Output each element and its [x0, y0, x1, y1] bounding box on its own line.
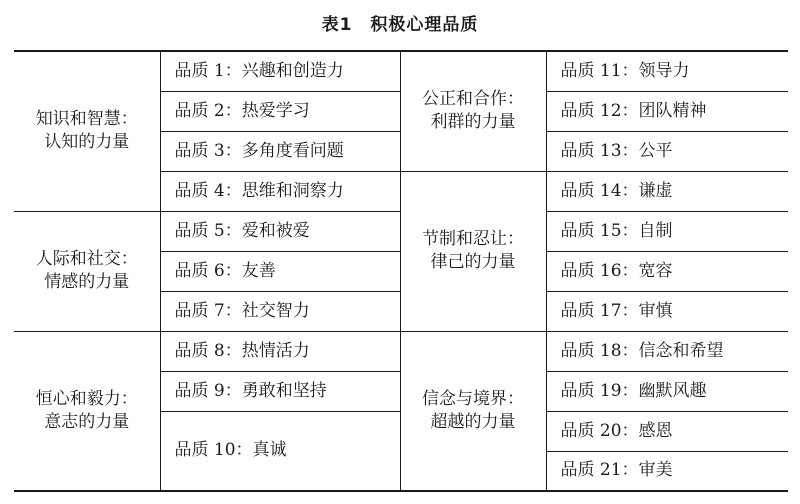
quality-cell: 品质 2：热爱学习	[160, 91, 400, 131]
quality-cell: 品质 11：领导力	[546, 51, 788, 91]
category-title: 知识和智慧：	[35, 109, 138, 130]
category-title: 公正和合作：	[422, 89, 524, 110]
quality-cell: 品质 19：幽默风趣	[546, 371, 788, 411]
quality-cell: 品质 14：谦虚	[546, 171, 788, 211]
category-title: 恒心和毅力：	[35, 388, 138, 409]
quality-cell: 品质 4：思维和洞察力	[160, 171, 400, 211]
quality-cell: 品质 7：社交智力	[160, 291, 400, 331]
table-row	[14, 51, 788, 91]
quality-cell: 品质 5：爱和被爱	[160, 211, 400, 251]
category-justice	[400, 51, 546, 171]
category-title: 信念与境界：	[422, 388, 524, 409]
quality-cell: 品质 6：友善	[160, 251, 400, 291]
category-transcendence	[400, 331, 546, 491]
quality-cell: 品质 20：感恩	[546, 411, 788, 451]
category-temperance	[400, 171, 546, 331]
quality-cell: 品质 1：兴趣和创造力	[160, 51, 400, 91]
qualities-table	[14, 50, 788, 492]
table-row	[14, 331, 788, 371]
quality-cell: 品质 13：公平	[546, 131, 788, 171]
category-title: 人际和社交：	[35, 249, 138, 270]
table-caption: 表1 积极心理品质	[321, 15, 479, 35]
category-subtitle: 利群的力量	[430, 112, 516, 133]
quality-cell: 品质 17：审慎	[546, 291, 788, 331]
quality-cell: 品质 18：信念和希望	[546, 331, 788, 371]
category-subtitle: 律己的力量	[430, 252, 516, 272]
quality-cell: 品质 21：审美	[546, 451, 788, 491]
quality-cell: 品质 8：热情活力	[160, 331, 400, 371]
category-subtitle: 情感的力量	[44, 272, 130, 292]
category-humanity	[14, 211, 160, 331]
quality-cell: 品质 16：宽容	[546, 251, 788, 291]
quality-cell: 品质 15：自制	[546, 211, 788, 251]
category-subtitle: 意志的力量	[44, 411, 130, 432]
category-cognitive	[14, 51, 160, 211]
quality-cell: 品质 12：团队精神	[546, 91, 788, 131]
category-subtitle: 认知的力量	[44, 132, 130, 153]
category-title: 节制和忍让：	[422, 229, 524, 250]
quality-cell: 品质 9：勇敢和坚持	[160, 371, 400, 411]
category-courage	[14, 331, 160, 491]
quality-cell: 品质 3：多角度看问题	[160, 131, 400, 171]
quality-cell: 品质 10：真诚	[160, 411, 400, 491]
category-subtitle: 超越的力量	[430, 411, 516, 432]
